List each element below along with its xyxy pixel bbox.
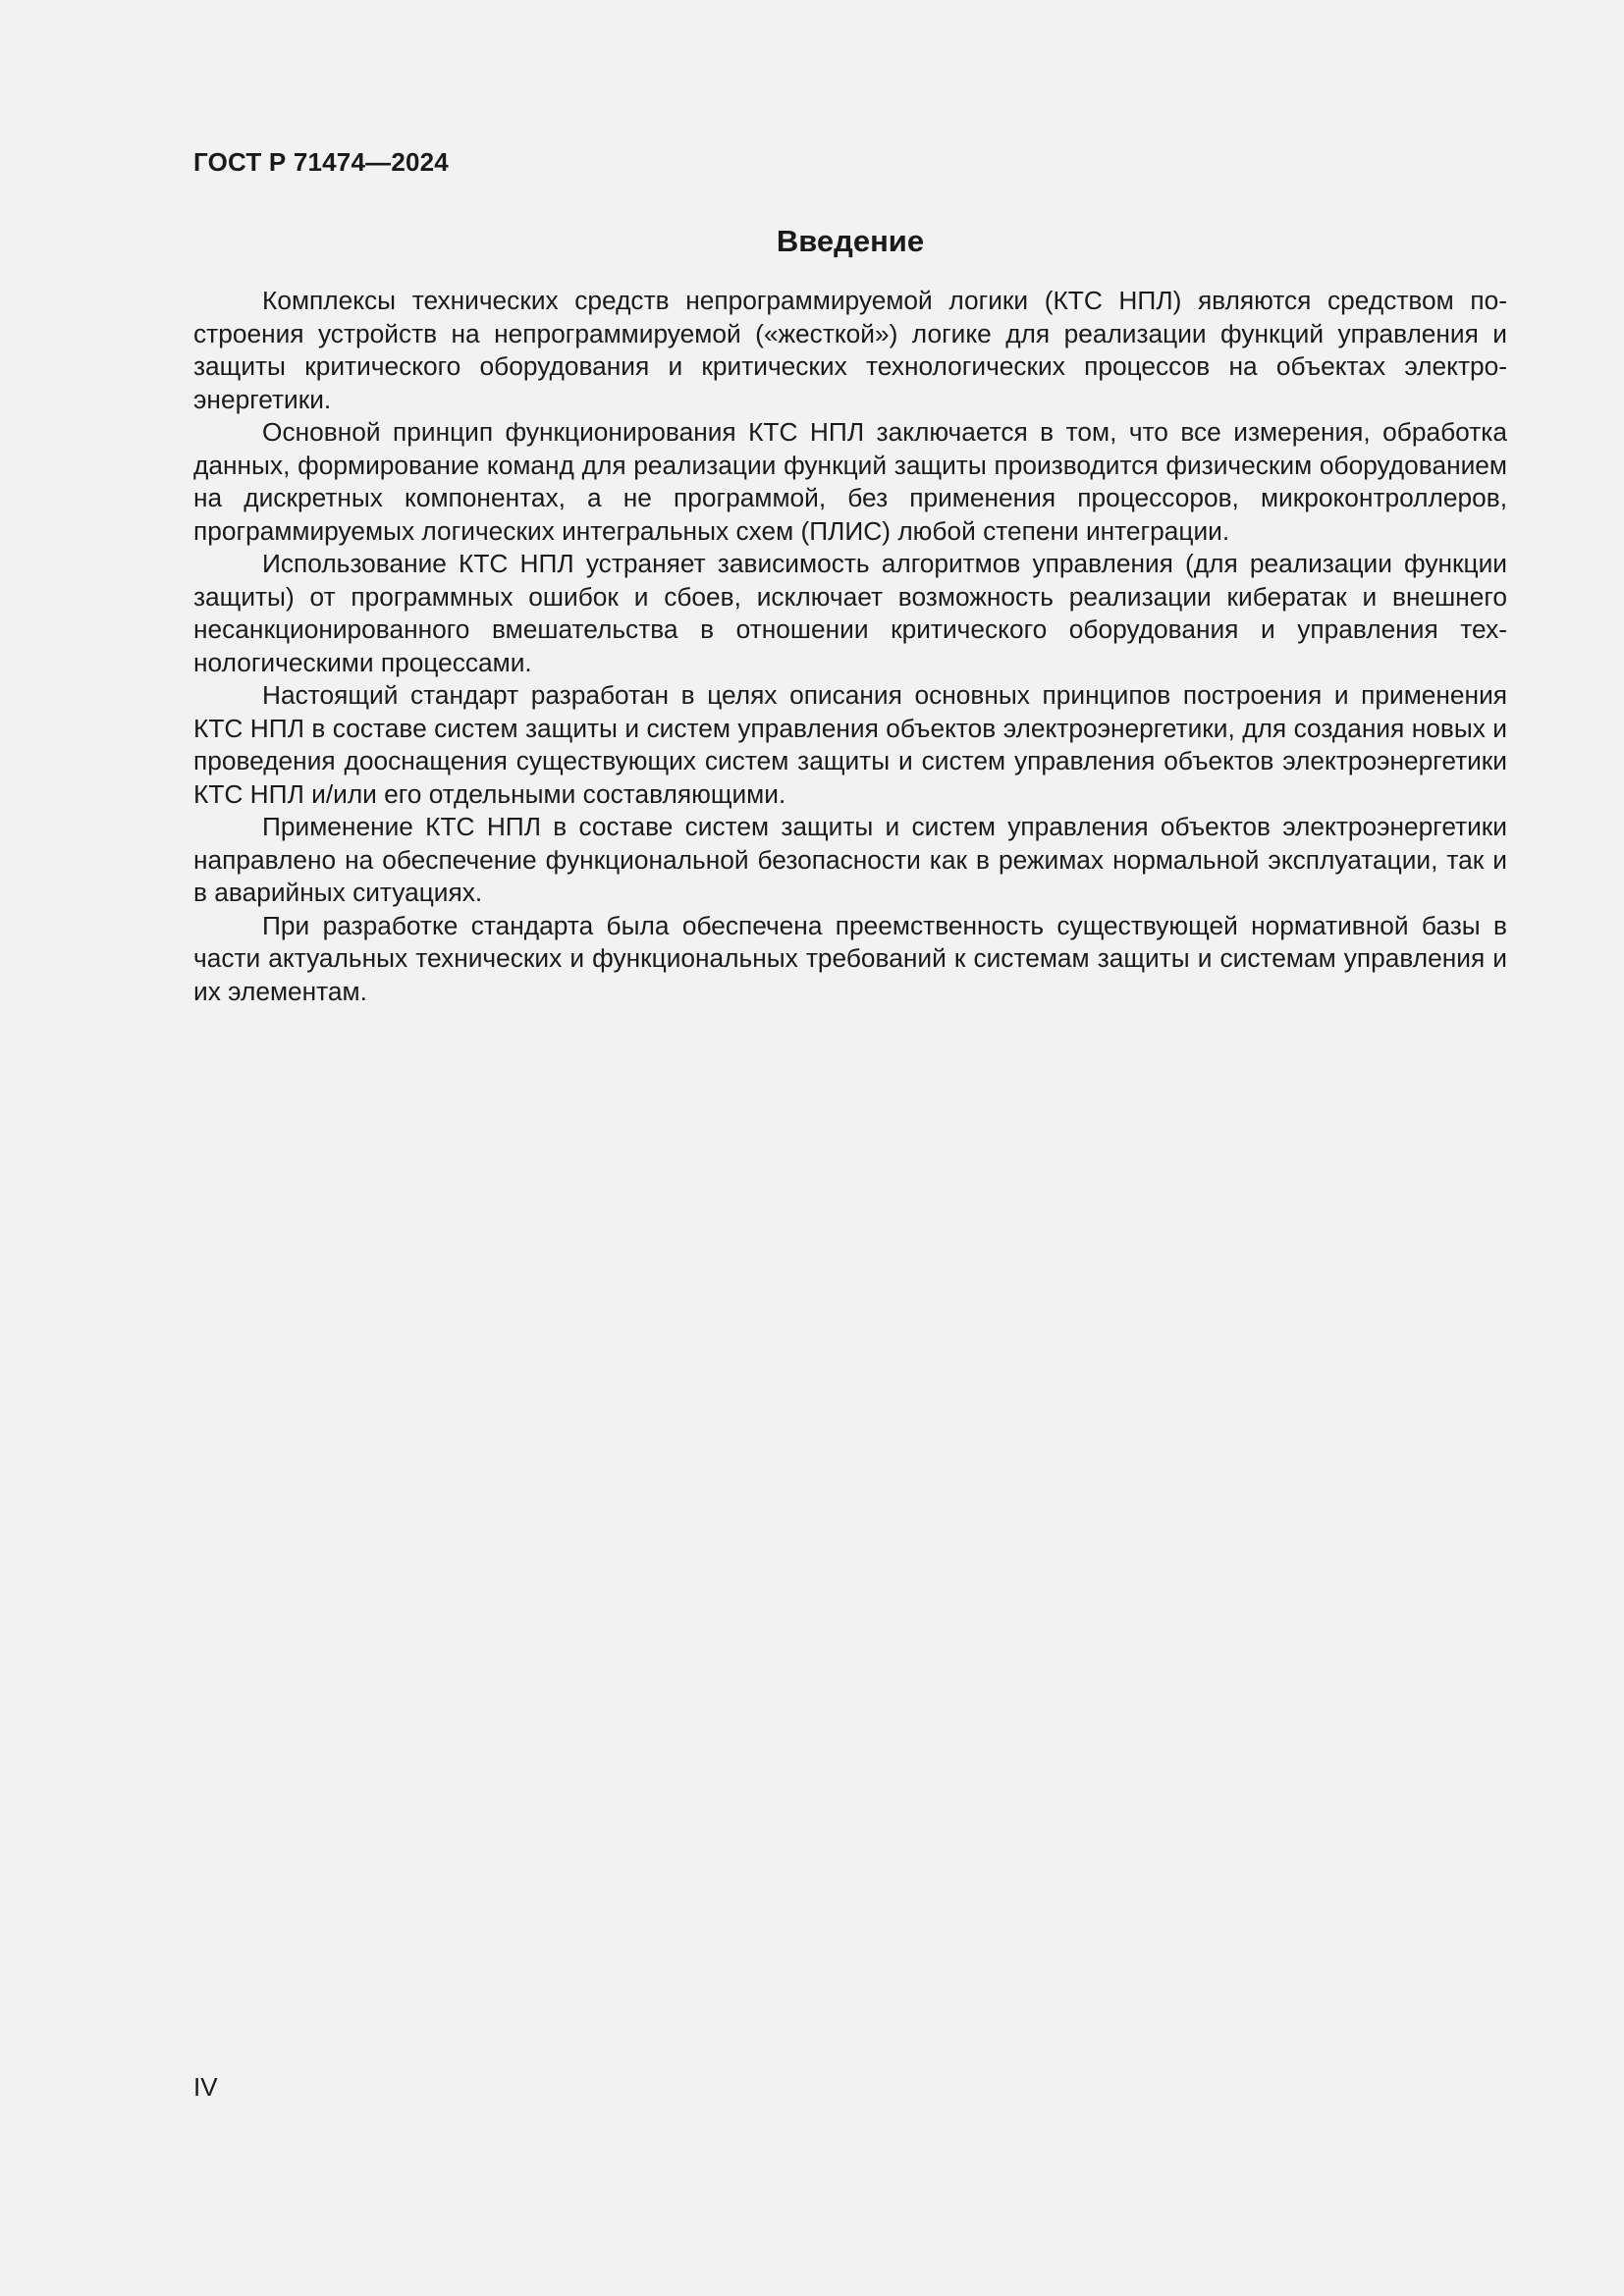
page-number: IV (193, 2072, 218, 2102)
introduction-body (193, 285, 1507, 1008)
paragraph: Настоящий стандарт разработан в целях описания основных принципов построения и применения КТС НПЛ в составе систем защиты и систем управления объектов электроэнергетики, для создания новых и проведения дооснащения существующих систем защиты и систем управления объектов электроэнергетики КТС НПЛ и/или его отдельными составляющими. (193, 680, 1507, 809)
paragraph: Комплексы технических средств непрограммируемой логики (КТС НПЛ) являются средством построения устройств на непрограммируемой («жесткой») логике для реализации функций управления и защиты критического оборудования и критических технологических процессов на объектах электроэнергетики. (193, 286, 1507, 414)
paragraph: Применение КТС НПЛ в составе систем защиты и систем управления объектов электроэнергетики направлено на обеспечение функциональной безопасности как в режимах нормальной эксплуатации, так и в аварийных ситуациях. (193, 812, 1507, 907)
paragraph: Использование КТС НПЛ устраняет зависимость алгоритмов управления (для реализации функции защиты) от программных ошибок и сбоев, исключает возможность реализации кибератак и внешнего несанкционированного вмешательства в отношении критического оборудования и управления технологическими процессами. (193, 549, 1507, 677)
paragraph: При разработке стандарта была обеспечена преемственность существующей нормативной базы в части актуальных технических и функциональных требований к системам защиты и системам управления и их элементам. (193, 910, 1507, 1006)
paragraph: Основной принцип функционирования КТС НПЛ заключается в том, что все измерения, обработка данных, формирование команд для реализации функций защиты производится физическим оборудованием на дискретных компонентах, а не программой, без применения процессоров, микроконтроллеров, программируемых логических интегральных схем (ПЛИС) любой степени интеграции. (193, 417, 1507, 546)
standard-identifier: ГОСТ Р 71474—2024 (193, 147, 449, 177)
section-title: Введение (776, 224, 925, 258)
